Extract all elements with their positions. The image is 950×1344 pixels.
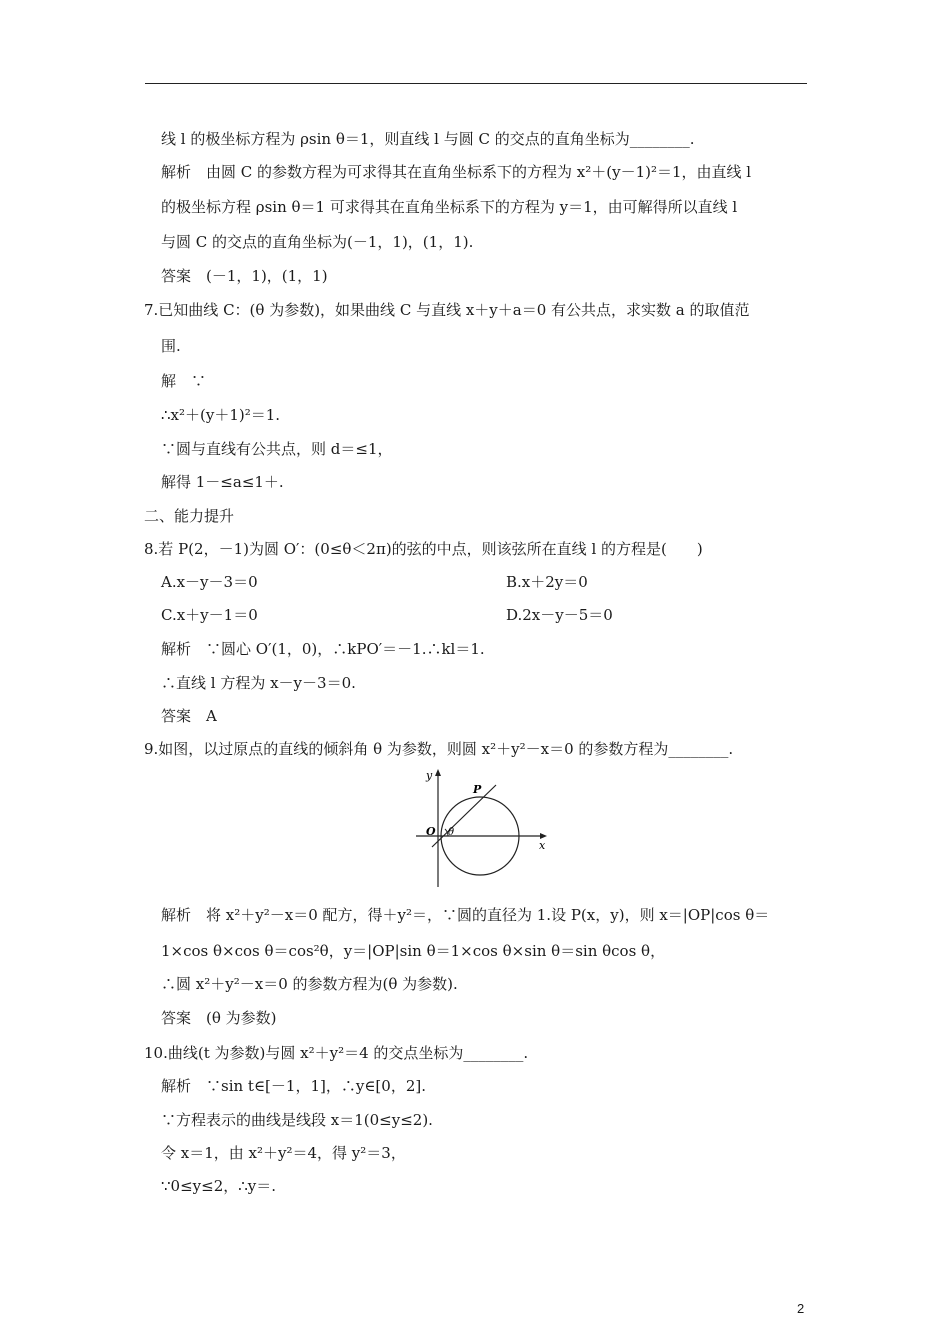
option-d: D.2x－y－5＝0 bbox=[506, 606, 613, 624]
answer-9: 答案 (θ 为参数) bbox=[161, 1009, 277, 1027]
text-line-2: 解析 由圆 C 的参数方程为可求得其在直角坐标系下的方程为 x²＋(y－1)²＝1，由直线 l bbox=[161, 163, 752, 181]
label-y: y bbox=[426, 769, 433, 782]
solution-7-title: 解 ∵ bbox=[161, 372, 207, 390]
solution-10-line-2: ∵方程表示的曲线是线段 x＝1(0≤y≤2). bbox=[161, 1111, 433, 1129]
text-line-4: 与圆 C 的交点的直角坐标为(－1，1)，(1，1). bbox=[161, 233, 474, 251]
answer-8: 答案 A bbox=[161, 707, 217, 725]
parameter-line bbox=[432, 785, 496, 847]
text-line-7: 围. bbox=[161, 337, 181, 355]
label-x: x bbox=[539, 839, 546, 852]
solution-9-line-1: 解析 将 x²＋y²－x＝0 配方，得＋y²＝，∵圆的直径为 1.设 P(x，y)，则 x＝|OP|cos θ＝ bbox=[161, 906, 770, 924]
label-o: O bbox=[426, 825, 436, 838]
text-line-19: ∴直线 l 方程为 x－y－3＝0. bbox=[161, 674, 356, 692]
circle-diagram bbox=[404, 767, 554, 889]
solution-9-line-2: 1×cos θ×cos θ＝cos²θ，y＝|OP|sin θ＝1×cos θ×sin θ＝sin θcos θ， bbox=[161, 942, 666, 960]
label-theta: θ bbox=[448, 827, 455, 838]
option-a: A.x－y－3＝0 bbox=[161, 573, 258, 591]
solution-10-line-1: 解析 ∵sin t∈[－1，1]，∴y∈[0，2]. bbox=[161, 1077, 426, 1095]
section-heading: 二、能力提升 bbox=[144, 507, 235, 525]
question-7: 7.已知曲线 C：(θ 为参数)，如果曲线 C 与直线 x＋y＋a＝0 有公共点，求实数 a 的取值范 bbox=[144, 301, 750, 319]
answer-line-6: 答案 (－1，1)，(1，1) bbox=[161, 267, 328, 285]
text-line-9: ∴x²＋(y＋1)²＝1. bbox=[161, 406, 281, 424]
solution-8: 解析 ∵圆心 O′(1，0)，∴kPO′＝－1.∴kl＝1. bbox=[161, 640, 485, 658]
solution-9-line-3: ∴圆 x²＋y²－x＝0 的参数方程为(θ 为参数). bbox=[161, 975, 458, 993]
header-rule bbox=[145, 83, 807, 84]
solution-10-line-3: 令 x＝1，由 x²＋y²＝4，得 y²＝3， bbox=[161, 1144, 406, 1162]
label-p: P bbox=[473, 783, 482, 796]
text-line-3: 的极坐标方程 ρsin θ＝1 可求得其在直角坐标系下的方程为 y＝1，由可解得所以直线 l bbox=[161, 198, 738, 216]
option-b: B.x＋2y＝0 bbox=[506, 573, 588, 591]
text-line-11: 解得 1－≤a≤1＋. bbox=[161, 473, 284, 491]
y-axis-arrow bbox=[435, 769, 441, 776]
text-line-1: 线 l 的极坐标方程为 ρsin θ＝1，则直线 l 与圆 C 的交点的直角坐标为________. bbox=[161, 130, 695, 148]
option-c: C.x＋y－1＝0 bbox=[161, 606, 258, 624]
question-10: 10.曲线(t 为参数)与圆 x²＋y²＝4 的交点坐标为________. bbox=[144, 1044, 529, 1062]
solution-10-line-4: ∵0≤y≤2，∴y＝. bbox=[161, 1177, 277, 1195]
page-number: 2 bbox=[797, 1301, 805, 1316]
text-line-10: ∵圆与直线有公共点，则 d＝≤1， bbox=[161, 440, 393, 458]
question-9: 9.如图，以过原点的直线的倾斜角 θ 为参数，则圆 x²＋y²－x＝0 的参数方程为________. bbox=[144, 740, 734, 758]
question-8: 8.若 P(2，－1)为圆 O′：(0≤θ＜2π)的弦的中点，则该弦所在直线 l 的方程是( ) bbox=[144, 540, 703, 558]
